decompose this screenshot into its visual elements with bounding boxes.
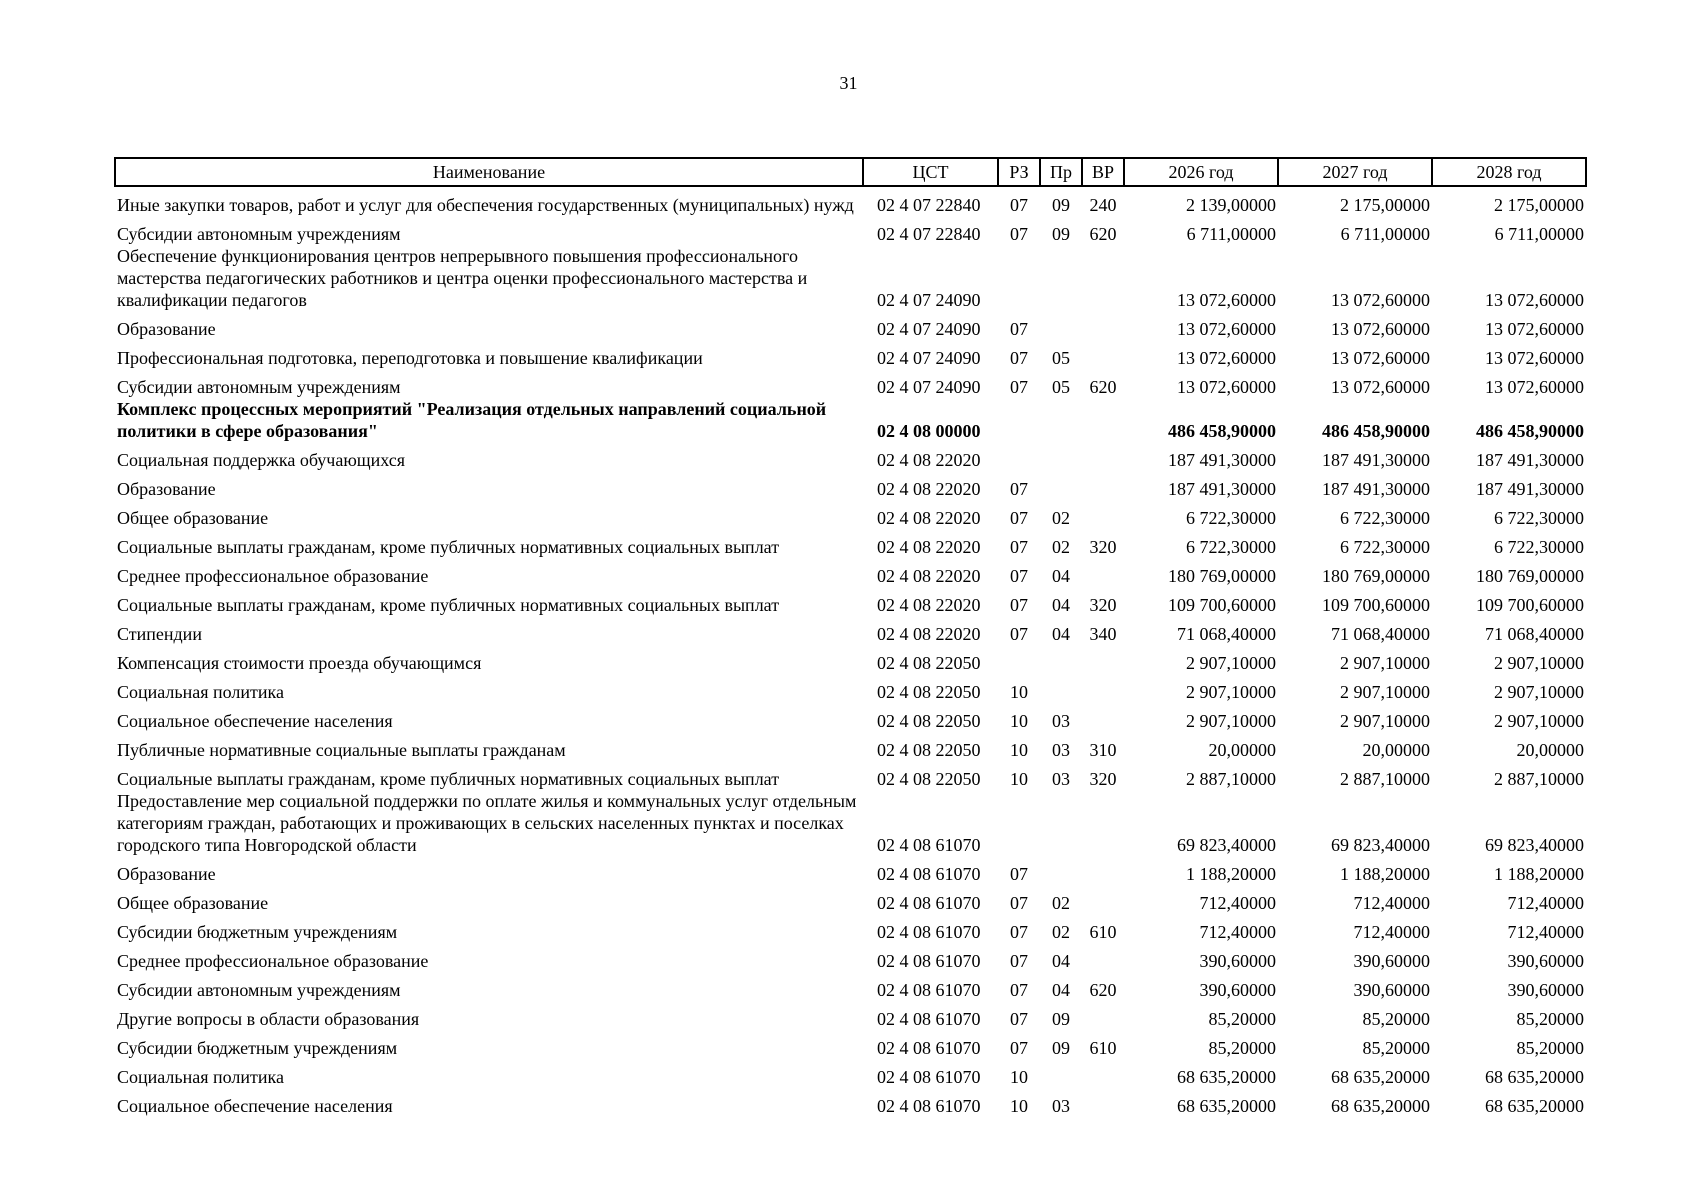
row-name: Социальная политика [117,1067,284,1087]
row-amount-2026: 20,00000 [1208,740,1276,760]
row-rz: 07 [1010,624,1028,644]
row-amount-2028: 68 635,20000 [1485,1096,1584,1116]
row-rz: 07 [1010,537,1028,557]
row-amount-2026: 187 491,30000 [1168,479,1276,499]
row-amount-2027: 85,20000 [1362,1038,1430,1058]
row-vr [1082,471,1124,500]
table-row [115,674,1586,703]
row-pr: 09 [1052,1009,1070,1029]
row-name: Субсидии автономным учреждениям [117,980,401,1000]
table-row [115,369,1586,398]
row-pr: 03 [1052,711,1070,731]
row-vr [1082,885,1124,914]
row-amount-2028: 85,20000 [1516,1009,1584,1029]
row-amount-2028: 180 769,00000 [1476,566,1584,586]
row-cst: 02 4 08 22020 [877,566,981,586]
row-vr [1082,558,1124,587]
row-name: Образование [117,864,216,884]
row-rz: 07 [1010,319,1028,339]
row-cst: 02 4 08 22050 [877,740,981,760]
table-row [115,943,1586,972]
row-rz: 10 [1010,711,1028,731]
row-vr [1082,1088,1124,1117]
row-pr: 03 [1052,1096,1070,1116]
table-row [115,1030,1586,1059]
row-amount-2028: 187 491,30000 [1476,450,1584,470]
row-vr: 620 [1089,980,1117,1000]
row-rz: 07 [1010,566,1028,586]
row-amount-2028: 6 722,30000 [1494,537,1584,557]
row-rz: 07 [1010,922,1028,942]
row-cst: 02 4 08 61070 [877,922,981,942]
row-pr: 05 [1052,348,1070,368]
table-row [115,645,1586,674]
table-row [115,1001,1586,1030]
row-rz: 07 [1010,980,1028,1000]
row-amount-2026: 85,20000 [1208,1009,1276,1029]
row-amount-2028: 2 887,10000 [1494,769,1584,789]
row-amount-2027: 13 072,60000 [1331,377,1430,397]
row-amount-2026: 85,20000 [1208,1038,1276,1058]
row-vr [1082,311,1124,340]
table-row [115,885,1586,914]
header-rz: РЗ [998,158,1040,186]
row-amount-2028: 13 072,60000 [1485,290,1584,310]
row-pr: 04 [1052,566,1070,586]
row-amount-2026: 13 072,60000 [1177,319,1276,339]
row-vr: 320 [1089,595,1117,615]
row-cst: 02 4 08 61070 [877,980,981,1000]
row-pr [1040,398,1082,442]
row-rz [998,245,1040,311]
row-amount-2027: 187 491,30000 [1322,479,1430,499]
row-vr [1082,1001,1124,1030]
table-row [115,529,1586,558]
row-amount-2028: 6 711,00000 [1494,224,1584,244]
row-amount-2028: 20,00000 [1516,740,1584,760]
row-amount-2027: 71 068,40000 [1331,624,1430,644]
row-amount-2028: 13 072,60000 [1485,377,1584,397]
row-vr [1082,674,1124,703]
row-amount-2026: 712,40000 [1199,893,1276,913]
row-pr [1040,442,1082,471]
table-row [115,1088,1586,1117]
row-vr: 340 [1089,624,1117,644]
row-name: Среднее профессиональное образование [117,951,429,971]
table-row [115,398,1586,442]
row-cst: 02 4 08 61070 [877,835,981,855]
row-amount-2027: 6 722,30000 [1340,537,1430,557]
row-pr: 02 [1052,922,1070,942]
row-amount-2026: 2 907,10000 [1186,682,1276,702]
row-amount-2026: 390,60000 [1199,980,1276,1000]
row-rz: 07 [1010,479,1028,499]
row-vr: 610 [1089,922,1117,942]
row-amount-2027: 13 072,60000 [1331,290,1430,310]
row-amount-2028: 2 907,10000 [1494,653,1584,673]
row-amount-2028: 486 458,90000 [1476,421,1584,441]
page-number: 31 [839,73,858,93]
row-rz [998,790,1040,856]
row-amount-2026: 2 887,10000 [1186,769,1276,789]
row-amount-2028: 2 907,10000 [1494,711,1584,731]
row-pr: 09 [1052,224,1070,244]
row-amount-2028: 2 175,00000 [1494,195,1584,215]
row-amount-2028: 712,40000 [1507,893,1584,913]
budget-table [114,157,1587,1117]
row-vr [1082,398,1124,442]
row-name: Социальное обеспечение населения [117,711,393,731]
row-vr [1082,500,1124,529]
row-name: Социальные выплаты гражданам, кроме публичных нормативных социальных выплат [117,769,780,789]
row-amount-2027: 13 072,60000 [1331,348,1430,368]
row-amount-2026: 6 722,30000 [1186,508,1276,528]
row-pr: 03 [1052,769,1070,789]
table-row [115,761,1586,790]
row-pr [1040,311,1082,340]
row-amount-2028: 69 823,40000 [1485,835,1584,855]
row-cst: 02 4 08 61070 [877,1067,981,1087]
header-vr: ВР [1082,158,1124,186]
row-name: Общее образование [117,508,269,528]
row-amount-2026: 68 635,20000 [1177,1067,1276,1087]
row-name: Стипендии [117,624,202,644]
table-row [115,616,1586,645]
row-cst: 02 4 08 22050 [877,653,981,673]
row-pr: 02 [1052,508,1070,528]
row-amount-2027: 187 491,30000 [1322,450,1430,470]
row-cst: 02 4 08 22020 [877,479,981,499]
row-cst: 02 4 08 61070 [877,1096,981,1116]
table-row [115,216,1586,245]
row-cst: 02 4 08 22050 [877,769,981,789]
row-amount-2027: 13 072,60000 [1331,319,1430,339]
row-amount-2026: 2 907,10000 [1186,653,1276,673]
row-pr: 04 [1052,980,1070,1000]
row-pr [1040,645,1082,674]
row-rz: 07 [1010,1009,1028,1029]
row-pr: 09 [1052,1038,1070,1058]
row-pr [1040,856,1082,885]
row-amount-2028: 2 907,10000 [1494,682,1584,702]
row-pr: 03 [1052,740,1070,760]
row-cst: 02 4 08 22020 [877,595,981,615]
row-amount-2028: 85,20000 [1516,1038,1584,1058]
table-row [115,587,1586,616]
row-rz: 07 [1010,195,1028,215]
row-amount-2028: 71 068,40000 [1485,624,1584,644]
row-amount-2026: 1 188,20000 [1186,864,1276,884]
row-vr: 310 [1089,740,1117,760]
row-vr [1082,943,1124,972]
row-amount-2027: 486 458,90000 [1322,421,1430,441]
row-cst: 02 4 08 61070 [877,1009,981,1029]
row-cst: 02 4 07 24090 [877,290,981,310]
row-cst: 02 4 08 22050 [877,682,981,702]
row-pr: 02 [1052,893,1070,913]
row-pr [1040,471,1082,500]
header-year-2026: 2026 год [1124,158,1278,186]
header-name: Наименование [115,158,863,186]
row-amount-2028: 187 491,30000 [1476,479,1584,499]
row-amount-2028: 390,60000 [1507,980,1584,1000]
row-name: Социальные выплаты гражданам, кроме публичных нормативных социальных выплат [117,595,780,615]
row-pr [1040,1059,1082,1088]
table-row [115,500,1586,529]
table-body [115,186,1586,1117]
table-row [115,442,1586,471]
row-cst: 02 4 08 00000 [877,421,981,441]
table-row [115,914,1586,943]
row-cst: 02 4 08 61070 [877,1038,981,1058]
row-amount-2028: 109 700,60000 [1476,595,1584,615]
row-amount-2027: 68 635,20000 [1331,1067,1430,1087]
row-amount-2027: 6 711,00000 [1340,224,1430,244]
row-amount-2028: 1 188,20000 [1494,864,1584,884]
row-name: Социальная поддержка обучающихся [117,450,406,470]
row-amount-2027: 2 907,10000 [1340,711,1430,731]
row-name: Субсидии бюджетным учреждениям [117,1038,398,1058]
row-cst: 02 4 07 24090 [877,348,981,368]
row-cst: 02 4 08 61070 [877,864,981,884]
row-vr [1082,790,1124,856]
row-amount-2027: 390,60000 [1353,980,1430,1000]
row-amount-2027: 6 722,30000 [1340,508,1430,528]
table-row [115,703,1586,732]
row-pr: 04 [1052,624,1070,644]
row-vr [1082,856,1124,885]
row-name: Компенсация стоимости проезда обучающимся [117,653,482,673]
row-amount-2028: 13 072,60000 [1485,348,1584,368]
row-rz: 10 [1010,740,1028,760]
table-row [115,732,1586,761]
row-vr [1082,1059,1124,1088]
header-pr: Пр [1040,158,1082,186]
row-amount-2026: 486 458,90000 [1168,421,1276,441]
row-amount-2026: 180 769,00000 [1168,566,1276,586]
row-vr: 320 [1089,537,1117,557]
row-name: Иные закупки товаров, работ и услуг для обеспечения государственных (муниципальных) нужд [117,195,854,215]
row-rz [998,645,1040,674]
row-amount-2027: 2 907,10000 [1340,682,1430,702]
row-vr [1082,442,1124,471]
row-amount-2026: 13 072,60000 [1177,348,1276,368]
row-amount-2026: 2 139,00000 [1186,195,1276,215]
row-cst: 02 4 08 22020 [877,537,981,557]
table-row [115,558,1586,587]
row-amount-2028: 712,40000 [1507,922,1584,942]
table-row [115,1059,1586,1088]
row-amount-2027: 712,40000 [1353,922,1430,942]
header-year-2028: 2028 год [1432,158,1586,186]
row-amount-2026: 712,40000 [1199,922,1276,942]
table-row [115,340,1586,369]
row-amount-2026: 6 722,30000 [1186,537,1276,557]
row-pr: 09 [1052,195,1070,215]
row-rz [998,442,1040,471]
row-amount-2027: 109 700,60000 [1322,595,1430,615]
row-rz: 07 [1010,1038,1028,1058]
row-vr: 240 [1089,195,1117,215]
row-name: Образование [117,319,216,339]
row-rz: 07 [1010,893,1028,913]
row-amount-2027: 180 769,00000 [1322,566,1430,586]
row-amount-2026: 2 907,10000 [1186,711,1276,731]
row-cst: 02 4 08 22020 [877,508,981,528]
row-cst: 02 4 07 22840 [877,195,981,215]
row-amount-2027: 20,00000 [1362,740,1430,760]
row-pr: 04 [1052,595,1070,615]
row-cst: 02 4 07 24090 [877,377,981,397]
row-amount-2028: 13 072,60000 [1485,319,1584,339]
row-vr [1082,703,1124,732]
row-vr [1082,340,1124,369]
row-rz: 10 [1010,682,1028,702]
row-name: Образование [117,479,216,499]
header-cst: ЦСТ [863,158,998,186]
row-amount-2026: 13 072,60000 [1177,290,1276,310]
row-pr: 05 [1052,377,1070,397]
row-rz [998,398,1040,442]
row-name: Публичные нормативные социальные выплаты гражданам [117,740,566,760]
row-name: Среднее профессиональное образование [117,566,429,586]
table-row [115,186,1586,216]
row-amount-2027: 712,40000 [1353,893,1430,913]
row-amount-2026: 69 823,40000 [1177,835,1276,855]
row-rz: 07 [1010,595,1028,615]
row-name: Профессиональная подготовка, переподготовка и повышение квалификации [117,348,703,368]
row-name: Общее образование [117,893,269,913]
row-rz: 10 [1010,1067,1028,1087]
row-amount-2026: 6 711,00000 [1186,224,1276,244]
row-rz: 07 [1010,951,1028,971]
row-name: Социальные выплаты гражданам, кроме публичных нормативных социальных выплат [117,537,780,557]
row-rz: 07 [1010,377,1028,397]
row-rz: 07 [1010,508,1028,528]
row-amount-2027: 85,20000 [1362,1009,1430,1029]
row-name: Другие вопросы в области образования [117,1009,420,1029]
row-cst: 02 4 08 61070 [877,951,981,971]
row-vr [1082,645,1124,674]
table-row [115,790,1586,856]
row-name: Социальное обеспечение населения [117,1096,393,1116]
row-cst: 02 4 07 24090 [877,319,981,339]
table-row [115,471,1586,500]
row-rz: 07 [1010,224,1028,244]
row-vr: 610 [1089,1038,1117,1058]
row-amount-2027: 69 823,40000 [1331,835,1430,855]
row-amount-2026: 390,60000 [1199,951,1276,971]
row-amount-2028: 68 635,20000 [1485,1067,1584,1087]
row-rz: 10 [1010,1096,1028,1116]
row-pr: 02 [1052,537,1070,557]
row-vr: 320 [1089,769,1117,789]
row-amount-2027: 390,60000 [1353,951,1430,971]
row-rz: 07 [1010,864,1028,884]
row-name: Субсидии автономным учреждениям [117,377,401,397]
row-pr [1040,674,1082,703]
row-amount-2027: 2 175,00000 [1340,195,1430,215]
row-cst: 02 4 07 22840 [877,224,981,244]
header-year-2027: 2027 год [1278,158,1432,186]
row-rz: 07 [1010,348,1028,368]
row-amount-2028: 390,60000 [1507,951,1584,971]
table-header-row [115,158,1586,186]
row-name: Комплекс процессных мероприятий "Реализация отдельных направлений социальной политики в сфере образования" [117,399,827,441]
row-rz: 10 [1010,769,1028,789]
row-cst: 02 4 08 61070 [877,893,981,913]
row-vr [1082,245,1124,311]
row-cst: 02 4 08 22050 [877,711,981,731]
row-vr: 620 [1089,377,1117,397]
row-amount-2026: 13 072,60000 [1177,377,1276,397]
row-name: Субсидии бюджетным учреждениям [117,922,398,942]
row-vr: 620 [1089,224,1117,244]
table-row [115,311,1586,340]
row-cst: 02 4 08 22020 [877,450,981,470]
row-amount-2026: 187 491,30000 [1168,450,1276,470]
table-row [115,972,1586,1001]
row-amount-2026: 71 068,40000 [1177,624,1276,644]
table-row [115,856,1586,885]
row-pr [1040,790,1082,856]
row-name: Обеспечение функционирования центров непрерывного повышения профессионального мастерства педагогических работников и центра оценки профессионального мастерства и квалификации педагогов [117,246,808,310]
row-name: Социальная политика [117,682,284,702]
table-row [115,245,1586,311]
row-amount-2026: 68 635,20000 [1177,1096,1276,1116]
row-pr: 04 [1052,951,1070,971]
row-amount-2027: 2 887,10000 [1340,769,1430,789]
row-pr [1040,245,1082,311]
row-cst: 02 4 08 22020 [877,624,981,644]
row-amount-2027: 68 635,20000 [1331,1096,1430,1116]
row-name: Субсидии автономным учреждениям [117,224,401,244]
row-amount-2026: 109 700,60000 [1168,595,1276,615]
row-amount-2028: 6 722,30000 [1494,508,1584,528]
row-amount-2027: 1 188,20000 [1340,864,1430,884]
row-amount-2027: 2 907,10000 [1340,653,1430,673]
row-name: Предоставление мер социальной поддержки по оплате жилья и коммунальных услуг отдельным категориям граждан, работающих и проживающих в сельских населенных пунктах и поселках городского типа Новгородской области [117,791,857,855]
